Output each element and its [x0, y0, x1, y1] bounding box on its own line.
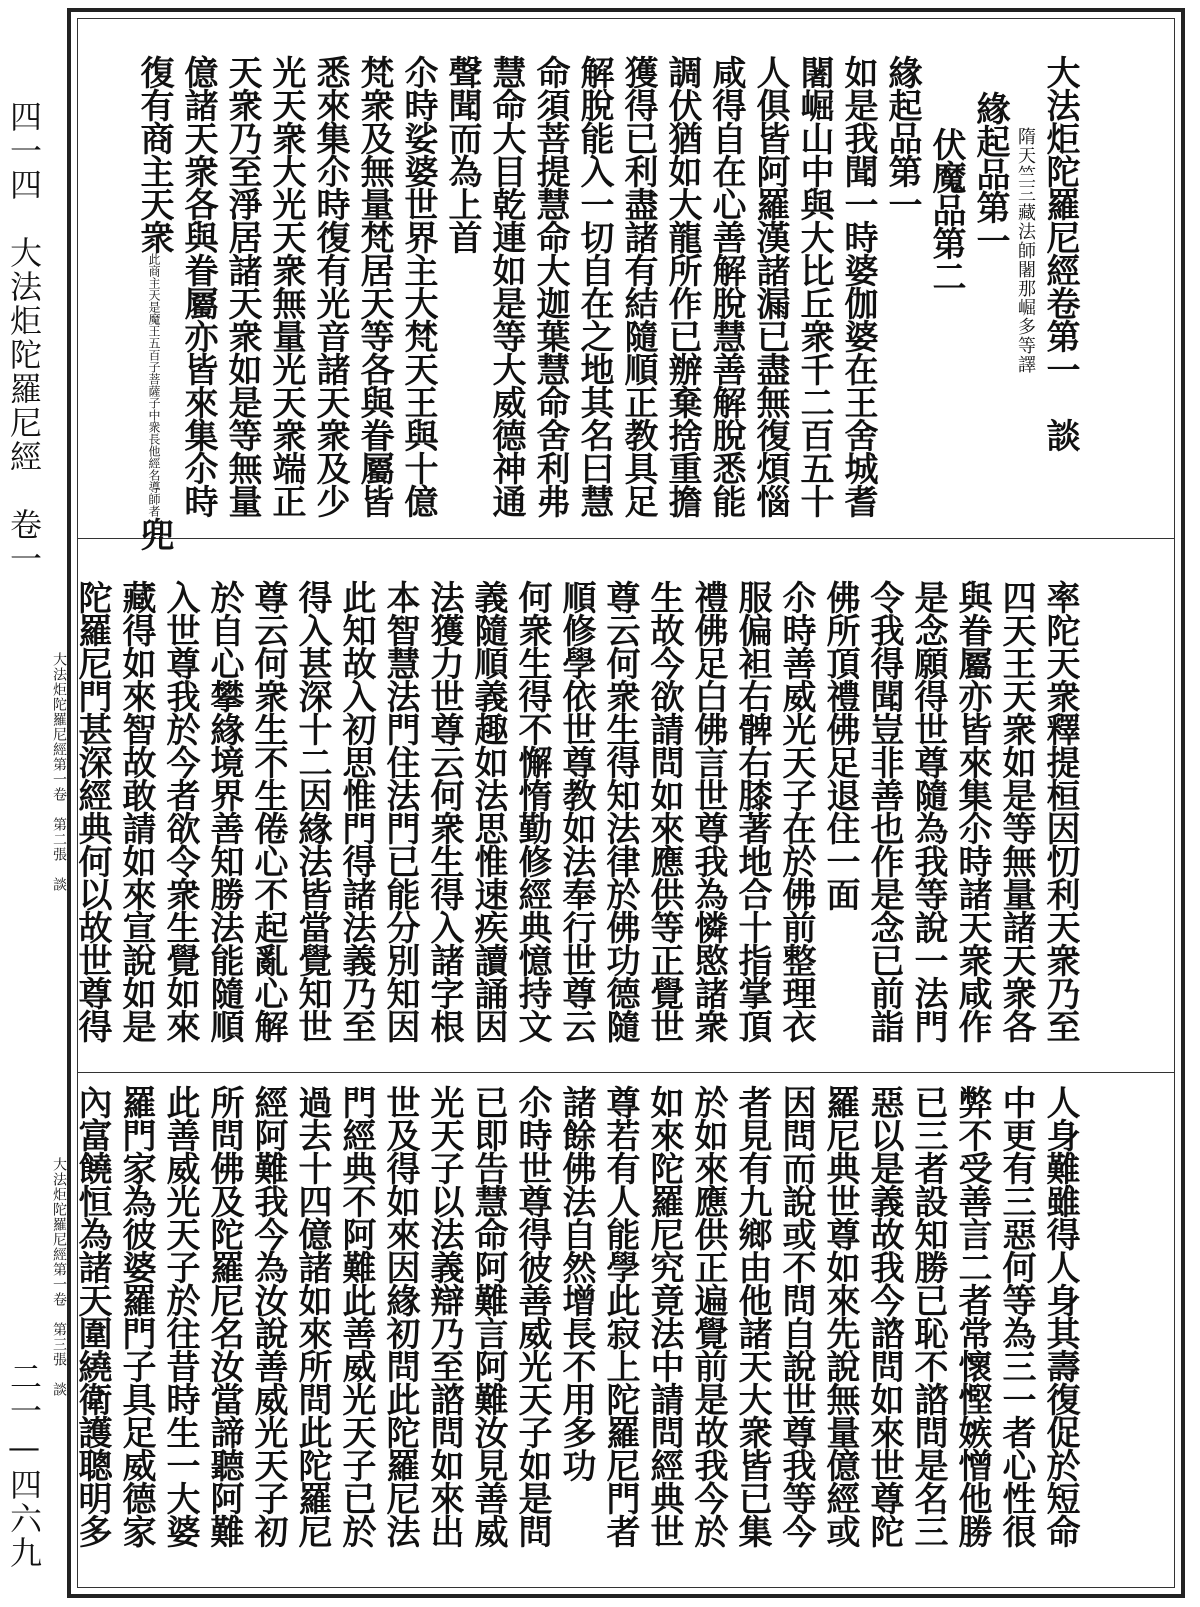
text-line: 內富饒恒為諸天圍繞衛護聰明多	[72, 1085, 112, 1547]
text-line: 世及得如來因緣初問此陀羅尼法	[380, 1085, 420, 1547]
text-line: 禮佛足白佛言世尊我為憐愍諸衆	[688, 580, 728, 1042]
text-line: 得入甚深十二因緣法皆當覺知世	[292, 580, 332, 1042]
text-line: 光天子以法義辯乃至諮問如來出	[424, 1085, 464, 1547]
text-line: 解脫能入一切自在之地其名曰慧	[574, 55, 614, 517]
text-line: 於自心攀緣境界善知勝法能隨順	[204, 580, 244, 1042]
text-line: 人俱皆阿羅漢諸漏已盡無復煩惱	[750, 55, 790, 517]
text-line: 梵衆及無量梵居天等各與眷屬皆	[354, 55, 394, 517]
text-panel-1	[80, 55, 1080, 550]
text-line: 尊云何衆生不生倦心不起亂心解	[248, 580, 288, 1042]
text-line: 令我得聞豈非善也作是念已前詣	[864, 580, 904, 1042]
text-line: 如是我聞一時婆伽婆在王舍城耆	[838, 55, 878, 517]
text-line: 命須菩提慧命大迦葉慧命舍利弗	[530, 55, 570, 517]
text-line: 如來陀羅尼究竟法中請問經典世	[644, 1085, 684, 1547]
text-line: 過去十四億諸如來所問此陀羅尼	[292, 1085, 332, 1547]
text-panel-3	[51, 1085, 1080, 1555]
text-line: 羅尼典世尊如來先說無量億經或	[820, 1085, 860, 1547]
text-line: 中更有三惡何等為三一者心性很	[996, 1085, 1036, 1547]
text-line: 咸得自在心善解脫慧善解脫悉能	[706, 55, 746, 517]
text-line: 已三者設知勝已恥不諮問是名三	[908, 1085, 948, 1547]
text-line: 獲得已利盡諸有結隨順正教具足	[618, 55, 658, 517]
text-line: 與眷屬亦皆來集尒時諸天衆咸作	[952, 580, 992, 1042]
text-line: 陀羅尼門甚深經典何以故世尊得	[72, 580, 112, 1042]
text-line: 經阿難我今為汝說善威光天子初	[248, 1085, 288, 1547]
panel-3-columns	[50, 1085, 1080, 1555]
text-panel-2	[51, 580, 1080, 1042]
text-line: 聲聞而為上首	[442, 55, 482, 253]
text-line: 順修學依世尊教如法奉行世尊云	[556, 580, 596, 1042]
sheet-footer: 大法炬陀羅尼經第一卷 第三張 談	[51, 1157, 67, 1397]
text-line: 者見有九鄉由他諸天大衆皆已集	[732, 1085, 772, 1547]
scroll-title: 大法炬陀羅尼經卷第一 談	[1040, 55, 1080, 451]
margin-header: 四一四 大法炬陀羅尼經 卷一	[5, 100, 43, 576]
margin-page-number: 二一—四六九	[5, 1360, 43, 1570]
text-line: 服偏袒右髀右膝著地合十指掌頂	[732, 580, 772, 1042]
text-line: 尒時世尊得彼善威光天子如是問	[512, 1085, 552, 1547]
text-line: 所問佛及陀羅尼名汝當諦聽阿難	[204, 1085, 244, 1547]
text-line: 天衆乃至淨居諸天衆如是等無量	[222, 55, 262, 517]
section-divider-2	[77, 1072, 1175, 1073]
text-line: 本智慧法門住法門已能分別知因	[380, 580, 420, 1042]
text-line: 義隨順義趣如法思惟速疾讀誦因	[468, 580, 508, 1042]
text-line: 率陀天衆釋提桓因忉利天衆乃至	[1040, 580, 1080, 1042]
sheet-footer: 大法炬陀羅尼經第一卷 第二張 談	[51, 652, 67, 892]
section-divider-1	[77, 538, 1175, 539]
text-line: 羅門家為彼婆羅門子具足威德家	[116, 1085, 156, 1547]
text-line: 生故今欲請問如來應供等正覺世	[644, 580, 684, 1042]
translator-line: 隋天竺三藏法師闍那崛多等譯	[1015, 127, 1036, 374]
text-line: 入世尊我於今者欲令衆生覺如來	[160, 580, 200, 1042]
text-line: 億諸天衆各與眷屬亦皆來集尒時	[178, 55, 218, 517]
panel-1-columns	[134, 55, 1080, 550]
text-line: 光天衆大光天衆無量光天衆端正	[266, 55, 306, 517]
text-line: 法獲力世尊云何衆生得入諸字根	[424, 580, 464, 1042]
text-line: 是念願得世尊隨為我等說一法門	[908, 580, 948, 1042]
text-line: 復有商主天衆	[134, 55, 174, 253]
toc-item-1: 緣起品第一	[970, 91, 1010, 256]
text-line: 闍崛山中與大比丘衆千二百五十	[794, 55, 834, 517]
text-line: 悉來集尒時復有光音諸天衆及少	[310, 55, 350, 517]
text-line: 尊云何衆生得知法律於佛功德隨	[600, 580, 640, 1042]
text-line: 緣起品第一	[882, 55, 922, 220]
text-line: 此知故入初思惟門得諸法義乃至	[336, 580, 376, 1042]
text-line: 弊不受善言二者常懷慳嫉憎他勝	[952, 1085, 992, 1547]
text-line: 尒時善威光天子在於佛前整理衣	[776, 580, 816, 1042]
text-line: 尒時娑婆世界主大梵天王與十億	[398, 55, 438, 517]
text-line: 諸餘佛法自然增長不用多功	[556, 1085, 596, 1481]
text-line: 因問而說或不問自說世尊我等今	[776, 1085, 816, 1547]
text-line-end: 兜	[134, 517, 174, 550]
text-line: 惡以是義故我今諮問如來世尊陀	[864, 1085, 904, 1547]
toc-item-2: 伏魔品第二	[926, 127, 966, 292]
text-line: 調伏猶如大龍所作已辦棄捨重擔	[662, 55, 702, 517]
text-line: 尊若有人能學此寂上陀羅尼門者	[600, 1085, 640, 1547]
text-line: 於如來應供正遍覺前是故我今於	[688, 1085, 728, 1547]
text-line-last	[134, 55, 174, 550]
page-margin	[0, 0, 50, 1607]
text-line: 佛所頂禮佛足退住一面	[820, 580, 860, 910]
interlinear-note: 此商主天是魔王五百子菩薩子中衆長他經名導師者	[147, 253, 161, 517]
text-line: 何衆生得不懈惰勤修經典憶持文	[512, 580, 552, 1042]
text-line: 藏得如來智故敢請如來宣說如是	[116, 580, 156, 1042]
text-line: 慧命大目乾連如是等大威德神通	[486, 55, 526, 517]
text-line: 此善威光天子於往昔時生一大婆	[160, 1085, 200, 1547]
text-line: 已即告慧命阿難言阿難汝見善威	[468, 1085, 508, 1547]
text-line: 門經典不阿難此善威光天子已於	[336, 1085, 376, 1547]
text-line: 四天王天衆如是等無量諸天衆各	[996, 580, 1036, 1042]
panel-2-columns	[50, 580, 1080, 1040]
text-line: 人身難雖得人身其壽復促於短命	[1040, 1085, 1080, 1547]
